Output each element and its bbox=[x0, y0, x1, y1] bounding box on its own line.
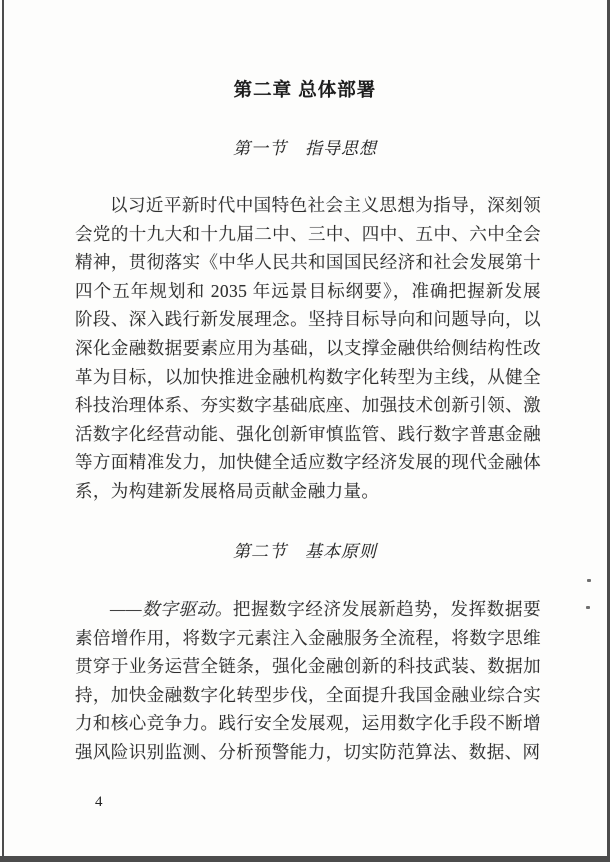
paragraph-lead-emphasis: ——数字驱动。 bbox=[110, 599, 233, 619]
paragraph-body-text: 把握数字经济发展新趋势，发挥数据要素倍增作用，将数字元素注入金融服务全流程，将数字思维贯穿于业务运营全链条，强化金融创新的科技武装、数据加持，加快金融数字化转型步伐，全面提升我国金融业综合实力和核心竞争力。践行安全发展观，运用数字化手段不断增强风险识别监测、分析预警能力，切实防范算法、数据、网 bbox=[75, 599, 541, 762]
paragraph-digital-driven bbox=[75, 595, 541, 767]
scan-artifact-speck bbox=[587, 579, 591, 582]
section-title-basic-principles: 第二节 基本原则 bbox=[233, 542, 377, 561]
scan-artifact-speck bbox=[586, 606, 590, 609]
scan-edge-left bbox=[2, 0, 4, 862]
chapter-title: 第二章 总体部署 bbox=[233, 79, 377, 100]
section-title-guiding-ideology: 第一节 指导思想 bbox=[233, 139, 377, 158]
paragraph-guiding-ideology: 以习近平新时代中国特色社会主义思想为指导，深刻领会党的十九大和十九届二中、三中、四中、五中、六中全会精神，贯彻落实《中华人民共和国国民经济和社会发展第十四个五年规划和 2035 年远景目标纲要》，准确把握新发展阶段、深入践行新发展理念。坚持目标导向和问题导向，以深化金融数据要素应用为基础，以支撑金融供给侧结构性改革为目标，以加快推进金融机构数字化转型为主线，从健全科技治理体系、夯实数字基础底座、加强技术创新引领、激活数字化经营动能、强化创新审慎监管、践行数字普惠金融等方面精准发力，加快健全适应数字经济发展的现代金融体系，为构建新发展格局贡献金融力量。 bbox=[75, 195, 541, 501]
page-number: 4 bbox=[95, 794, 103, 810]
scan-edge-bottom bbox=[0, 856, 610, 862]
